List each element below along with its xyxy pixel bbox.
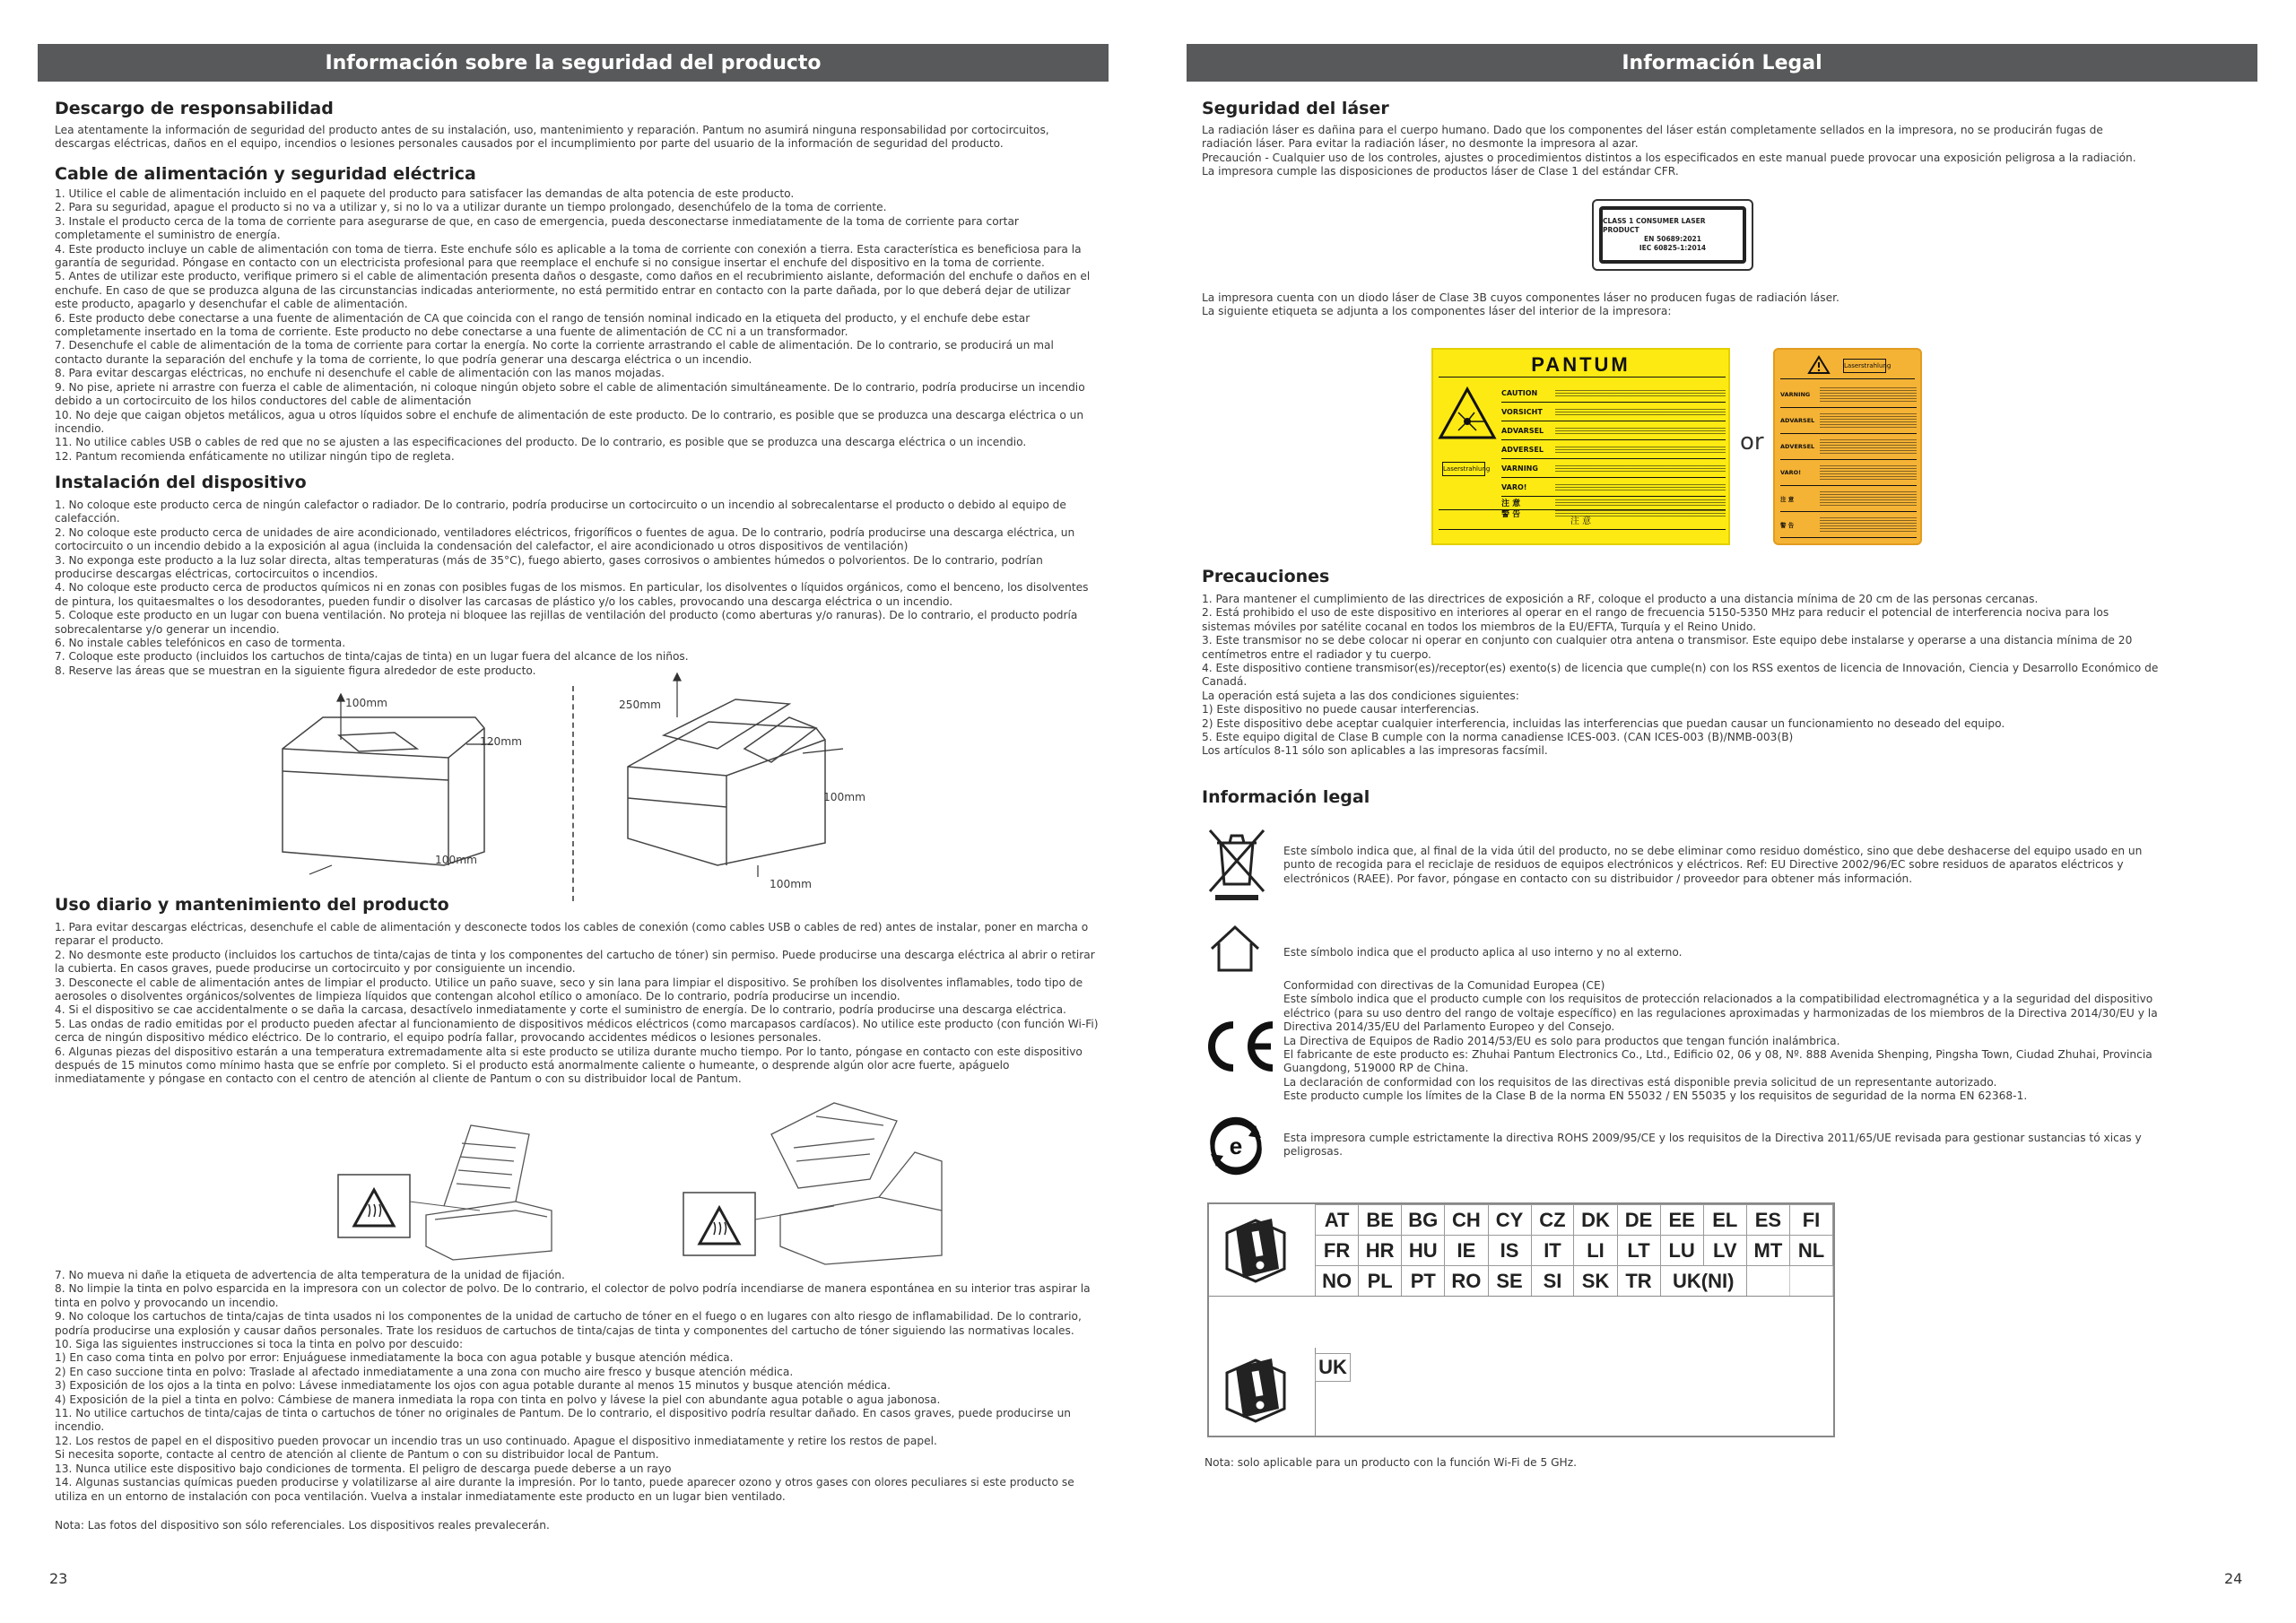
- text-line: 14. Algunas sustancias químicas pueden producirse y volatilizarse al aire durante la impresión. Por lo tanto, puede aparecer ozono y otros gases con olores peculiares si este producto se: [55, 1476, 1074, 1489]
- text-line: 5. Coloque este producto en un lugar con buena ventilación. No proteja ni bloquee las rejillas de ventilación del producto (como aberturas y/o ranuras). De lo contrario, el producto podría: [55, 609, 1078, 622]
- country-code: IS: [1488, 1236, 1531, 1266]
- text-line: incendio.: [55, 421, 105, 435]
- text-line: Este símbolo indica que el producto aplica al uso interno y no al externo.: [1283, 946, 1683, 959]
- text-line: 3. Este transmisor no se debe colocar ni operar en conjunto con cualquier otra antena o transmisor. Este equipo debe instalarse y operarse a una distancia mínima de 20: [1202, 634, 2133, 647]
- warning-triangle-icon: [1807, 355, 1831, 375]
- text-line: 6. Este producto debe conectarse a una fuente de alimentación de CA que coincida con el rango de tensión nominal indicado en la etiqueta del producto, y el enchufe debe estar: [55, 311, 1031, 325]
- clearance-a-right: 120mm: [480, 735, 523, 748]
- yellow-label-word: ADVERSEL: [1501, 445, 1544, 454]
- text-line: Si necesita soporte, contacte al centro de atención al cliente de Pantum o con su distribuidor local de Pantum.: [55, 1448, 659, 1462]
- yellow-label-bottom-caution: 注 意: [1570, 516, 1592, 526]
- country-code: FR: [1316, 1236, 1359, 1266]
- orange-label-fineprint: [1820, 413, 1917, 428]
- country-code: UK(NI): [1660, 1266, 1746, 1297]
- text-line: 7. No mueva ni dañe la etiqueta de advertencia de alta temperatura de la unidad de fijación.: [55, 1269, 565, 1281]
- class1-label-line: CLASS 1 CONSUMER LASER PRODUCT: [1603, 217, 1706, 234]
- text-line: garantía de seguridad. Póngase en contacto con un electricista profesional para que reemplace el enchufe si no consigue insertar el enchufe del dispositivo en la toma de corriente.: [55, 256, 1045, 270]
- right-page: [1148, 0, 2296, 1623]
- orange-label-row: [1780, 382, 1917, 408]
- country-code: SK: [1574, 1266, 1617, 1297]
- text-line: después de 15 minutos como mínimo hasta que se enfríe por completo. Si el producto está anormalmente caliente o humeante, o desprende algún olor acre fuerte, apáguelo: [55, 1059, 1010, 1072]
- text-line: podría producirse una explosión y causar daños personales. Trate los residuos de cartuchos de tinta/cajas de tinta y componentes del cartucho de tóner siguiendo las normativas locales.: [55, 1324, 1074, 1337]
- text-line: centímetros entre el radiador y tu cuerpo.: [1202, 647, 1431, 661]
- yellow-label-row: [1501, 440, 1726, 459]
- yellow-label-fineprint: [1555, 499, 1726, 506]
- text-line: 12. Los restos de papel en el dispositivo pueden provocar un incendio tras un uso continuado. Apague el dispositivo inmediatamente y retire los restos de papel.: [55, 1434, 937, 1447]
- text-line: La radiación láser es dañina para el cuerpo humano. Dado que los componentes del láser están completamente sellados en la impresora, no se producirán fugas de: [1202, 124, 2103, 136]
- text-line: La impresora cuenta con un diodo láser de Clase 3B cuyos componentes láser no producen fugas de radiación láser.: [1202, 291, 1839, 304]
- pantum-brand-label: PANTUM: [1531, 353, 1631, 376]
- text-line: Lea atentamente la información de seguridad del producto antes de su instalación, uso, mantenimiento y reparación. Pantum no asumirá ninguna responsabilidad por cortocircuitos,: [55, 124, 1049, 136]
- clearance-b-right: 100mm: [823, 791, 866, 803]
- yellow-label-word: VORSICHT: [1501, 407, 1543, 416]
- country-code-empty: [1746, 1266, 1789, 1297]
- country-code: NL: [1789, 1236, 1832, 1266]
- text-line: 3. No exponga este producto a la luz solar directa, altas temperaturas (más de 35°C), fuego abierto, gases corrosivos o ambientes húmedos o polvorientos. De lo contrario, podrían: [55, 553, 1043, 567]
- country-code: DK: [1574, 1205, 1617, 1236]
- uk-country-code: UK: [1315, 1353, 1351, 1382]
- text-line: 1) Este dispositivo no puede causar interferencias.: [1202, 703, 1480, 716]
- text-line: 1) En caso coma tinta en polvo por error: Enjuáguese inmediatamente la boca con agua potable y busque atención médica.: [55, 1351, 734, 1365]
- country-code: CZ: [1531, 1205, 1574, 1236]
- text-line: peligrosas.: [1283, 1145, 1343, 1159]
- heading-power-cable: Cable de alimentación y seguridad eléctrica: [55, 164, 476, 184]
- class1-label-line: IEC 60825-1:2014: [1639, 244, 1707, 252]
- orange-label-fineprint: [1820, 387, 1917, 402]
- text-line: 10. No deje que caigan objetos metálicos, agua u otros líquidos sobre el enchufe de alimentación de este producto. De lo contrario, es posible que se produzca una descarga eléctrica o un: [55, 408, 1084, 421]
- weee-text: [1283, 845, 2142, 886]
- text-line: Directiva 2014/35/EU del Parlamento Europeo y del Consejo.: [1283, 1020, 1615, 1034]
- text-line: 4. Si el dispositivo se cae accidentalmente o se daña la carcasa, desactívelo inmediatamente y corte el suministro de energía. De lo contrario, podría producirse una descarga eléctrica.: [55, 1003, 1066, 1017]
- orange-label-word: 注 意: [1780, 495, 1795, 503]
- text-line: 2) Este dispositivo debe aceptar cualquier interferencia, incluidas las interferencias que puedan causar un funcionamiento no deseado del equipo.: [1202, 716, 2005, 730]
- text-line: 4. Este dispositivo contiene transmisor(es)/receptor(es) exento(s) de licencia que cumple(n) con los RSS exentos de licencia de Innovación, Ciencia y Desarrollo Económico de: [1202, 662, 2159, 675]
- page-number-right: 24: [2224, 1570, 2243, 1587]
- text-line: Esta impresora cumple estrictamente la directiva ROHS 2009/95/CE y los requisitos de la Directiva 2011/65/UE revisada para gestionar sustancias tó xicas y: [1283, 1132, 2142, 1144]
- precautions-text: [1202, 593, 2158, 759]
- orange-label-fineprint: [1820, 465, 1917, 480]
- text-line: 1. Para evitar descargas eléctricas, desenchufe el cable de alimentación y desconecte todos los cables de conexión (como cables USB o cables de red) antes de instalar, poner en marcha o: [55, 921, 1089, 933]
- orange-label-word: ADVARSEL: [1780, 417, 1815, 424]
- heading-precautions: Precauciones: [1202, 567, 1330, 586]
- text-line: 6. No instale cables telefónicos en caso de tormenta.: [55, 637, 346, 650]
- text-line: 11. No utilice cartuchos de tinta/cajas de tinta o cartuchos de tóner no originales de Pantum. De lo contrario, el dispositivo podría resultar dañado. En casos graves, puede producirse un: [55, 1407, 1072, 1420]
- text-line: Este producto cumple los límites de la Clase B de la norma EN 55032 / EN 55035 y los requisitos de seguridad de la norma EN 62368-1.: [1283, 1089, 2028, 1103]
- country-code: SE: [1488, 1266, 1531, 1297]
- country-restriction-box: [1207, 1202, 1835, 1350]
- country-code: LT: [1617, 1236, 1660, 1266]
- rohs-text: [1283, 1132, 2142, 1159]
- country-code-grid: [1315, 1204, 1833, 1297]
- text-line: Este símbolo indica que el producto cumple con los requisitos de protección relacionados a la compatibilidad electromagnética y a la seguridad del dispositivo: [1283, 993, 2153, 1006]
- text-line: debido a un cortocircuito de los hilos conductores del cable de alimentación: [55, 395, 472, 408]
- orange-label-word: 警 告: [1780, 521, 1795, 529]
- yellow-label-row: [1501, 421, 1726, 440]
- ce-conformity-text: [1283, 979, 2158, 1104]
- yellow-label-word: VARO!: [1501, 482, 1527, 491]
- country-code: LI: [1574, 1236, 1617, 1266]
- clearance-b-top: 250mm: [619, 699, 662, 711]
- text-line: tinta en polvo y provocando un incendio.: [55, 1296, 279, 1309]
- orange-label-row: [1780, 408, 1917, 434]
- yellow-label-row: [1501, 478, 1726, 497]
- text-line: completamente el suministro de energía.: [55, 229, 281, 242]
- text-line: 2. No coloque este producto cerca de unidades de aire acondicionado, ventiladores eléctricos, frigoríficos o fuentes de agua. De lo contrario, podría producirse una descarga eléctrica, un: [55, 525, 1075, 539]
- text-line: eléctrico (para su uso dentro del rango de voltaje específico) en las regulaciones aproximadas y harmonizadas de los miembros de la Directiva 2014/30/EU y la: [1283, 1006, 2158, 1020]
- text-line: 2. Está prohibido el uso de este dispositivo en interiores al operar en el rango de frecuencia 5150-5350 MHz para reducir el potencial de interferencia nociva para los: [1202, 606, 2109, 620]
- text-line: descargas eléctricas, daños en el equipo, incendios o lesiones personales causados por el incumplimiento por parte del usuario de la información de seguridad del producto.: [55, 137, 1004, 151]
- indoor-use-text: [1283, 946, 1682, 959]
- text-line: La siguiente etiqueta se adjunta a los componentes láser del interior de la impresora:: [1202, 305, 1672, 318]
- text-line: calefacción.: [55, 512, 120, 525]
- text-line: Este símbolo indica que, al final de la vida útil del producto, no se debe eliminar como residuo doméstico, sino que debe deshacerse del equipo usado en un: [1283, 845, 2143, 857]
- text-line: utiliza en un entorno de instalación con poca ventilación. Vuelva a instalar inmediatamente este producto en un lugar bien ventilado.: [55, 1489, 786, 1503]
- country-code: ES: [1746, 1205, 1789, 1236]
- text-line: Los artículos 8-11 sólo son aplicables a las impresoras facsímil.: [1202, 744, 1548, 758]
- uk-restriction-box: [1207, 1348, 1835, 1437]
- yellow-label-fineprint: [1555, 483, 1726, 490]
- yellow-label-word: 警 告: [1501, 509, 1521, 519]
- text-line: El fabricante de este producto es: Zhuhai Pantum Electronics Co., Ltd., Edificio 02, 06 y 08, Nº. 888 Avenida Shenping, Pingsha Town, Ciudad Zhuhai, Provincia: [1283, 1048, 2152, 1062]
- text-line: La operación está sujeta a las dos condiciones siguientes:: [1202, 689, 1519, 702]
- daily-use-text: [55, 921, 1099, 1087]
- text-line: cortocircuito o un incendio debido a la exposición al agua (incluida la condensación del calefactor, el aire acondicionado u otros dispositivos de ventilación): [55, 540, 909, 553]
- country-code: NO: [1316, 1266, 1359, 1297]
- text-line: 1. No coloque este producto cerca de ningún calefactor o radiador. De lo contrario, podría producirse un cortocircuito o un incendio al sobrecalentarse el producto o debido al equipo de: [55, 499, 1066, 511]
- text-line: Canadá.: [1202, 675, 1248, 689]
- text-line: aerosoles o disolventes orgánicos/solventes de limpieza líquidos que contengan alcohol etílico o amoníaco. De lo contrario, podría producirse un incendio.: [55, 990, 900, 1003]
- orange-label-row: [1780, 512, 1917, 538]
- printer-hot-warning-figure-b: [682, 1098, 951, 1264]
- country-code: HU: [1402, 1236, 1445, 1266]
- laser-safety-text: [1202, 124, 2136, 179]
- yellow-label-row: [1501, 384, 1726, 403]
- country-code: LU: [1660, 1236, 1703, 1266]
- yellow-label-word: ADVARSEL: [1501, 426, 1544, 435]
- country-code: IT: [1531, 1236, 1574, 1266]
- text-line: 3. Desconecte el cable de alimentación antes de limpiar el producto. Utilice un paño suave, seco y sin lana para limpiar el dispositivo. Se prohíben los disolventes inflamables, todo tipo de: [55, 976, 1083, 989]
- text-line: sistemas móviles por satélite cocanal en todos los miembros de la EU/EFTA, Turquía y el Reino Unido.: [1202, 620, 1756, 633]
- left-page-header: Información sobre la seguridad del producto: [38, 44, 1109, 82]
- orange-label-word: VARNING: [1780, 391, 1811, 398]
- printer-clearance-figure-b: [610, 664, 861, 879]
- or-label: or: [1740, 429, 1764, 456]
- laser-diode-text: [1202, 291, 1839, 319]
- country-code: BE: [1359, 1205, 1402, 1236]
- text-line: 9. No pise, apriete ni arrastre con fuerza el cable de alimentación, ni coloque ningún objeto sobre el cable de alimentación simultáneamente. De lo contrario, podría producirse un incendio: [55, 380, 1085, 394]
- clearance-b-front: 100mm: [770, 878, 813, 890]
- yellow-label-word: 注 意: [1501, 499, 1521, 508]
- text-line: 10. Siga las siguientes instrucciones si toca la tinta en polvo por descuido:: [55, 1338, 464, 1351]
- text-line: 9. No coloque los cartuchos de tinta/cajas de tinta usados ni los componentes de la unidad de cartucho de tóner en el fuego o en lugares con alto riesgo de inflamabilidad. De lo contrario,: [55, 1310, 1082, 1324]
- ce-mark-icon: [1199, 1018, 1280, 1075]
- text-line: radiación láser. Para evitar la radiación láser, no desmonte la impresora al azar.: [1202, 137, 1639, 151]
- text-line: 12. Pantum recomienda enfáticamente no utilizar ningún tipo de regleta.: [55, 449, 455, 463]
- country-code: PT: [1402, 1266, 1445, 1297]
- country-code: BG: [1402, 1205, 1445, 1236]
- text-line: este producto, apagarlo y desenchufar el cable de alimentación.: [55, 298, 408, 311]
- country-code: CH: [1445, 1205, 1488, 1236]
- text-line: 4. No coloque este producto cerca de productos químicos ni en zonas con posibles fugas de los mismos. En particular, los disolventes o líquidos orgánicos, como el benceno, los disolventes: [55, 581, 1089, 595]
- country-code: EL: [1703, 1205, 1746, 1236]
- country-code: AT: [1316, 1205, 1359, 1236]
- country-code: SI: [1531, 1266, 1574, 1297]
- text-line: inmediatamente y póngase en contacto con el centro de atención al cliente de Pantum o con su distribuidor local de Pantum.: [55, 1072, 742, 1086]
- country-code: IE: [1445, 1236, 1488, 1266]
- daily-use-continued-text: [55, 1269, 1091, 1504]
- orange-label-row: [1780, 434, 1917, 460]
- text-line: producirse descargas eléctricas, cortocircuitos o incendios.: [55, 568, 378, 581]
- laser-tag-yellow: Laserstrahlung: [1442, 462, 1485, 476]
- restriction-alert-icon: [1220, 1215, 1292, 1287]
- yellow-label-row: [1501, 403, 1726, 421]
- text-line: enchufe. En caso de que se produzca alguna de las circunstancias indicadas anteriormente, no está permitido entrar en contacto con la parte dañada, por lo que deberá dejar de utilizar: [55, 283, 1071, 297]
- text-line: La declaración de conformidad con los requisitos de las directivas está disponible previa solicitud de un representante autorizado.: [1283, 1075, 1997, 1089]
- country-code: TR: [1617, 1266, 1660, 1297]
- text-line: contacto durante la separación del enchufe y la toma de corriente, lo que podría generar una descarga eléctrica o un incendio.: [55, 352, 752, 366]
- text-line: 3) Exposición de los ojos a la tinta en polvo: Lávese inmediatamente los ojos con agua potable durante al menos 15 minutos y busque atención médica.: [55, 1379, 891, 1393]
- country-code: FI: [1789, 1205, 1832, 1236]
- printer-clearance-figure-a: [269, 690, 502, 879]
- text-line: Precaución - Cualquier uso de los controles, ajustes o procedimientos distintos a los especificados en este manual puede provocar una exposición peligrosa a la radiación.: [1202, 151, 2136, 164]
- country-code-empty: [1789, 1266, 1832, 1297]
- yellow-label-fineprint: [1555, 446, 1726, 453]
- orange-label-fineprint: [1820, 491, 1917, 506]
- indoor-use-house-icon: [1207, 924, 1263, 974]
- text-line: electrónicos (RAEE). Por favor, póngase en contacto con su distribuidor / proveedor para obtener más información.: [1283, 872, 1913, 885]
- text-line: cerca de ningún dispositivo médico eléctrico. De lo contrario, el equipo podría fallar, provocando accidentes médicos o lesiones personales.: [55, 1031, 822, 1045]
- country-code: LV: [1703, 1236, 1746, 1266]
- figure-divider: [572, 686, 574, 901]
- text-line: 8. Para evitar descargas eléctricas, no enchufe ni desenchufe el cable de alimentación con las manos mojadas.: [55, 367, 665, 380]
- yellow-label-fineprint: [1555, 408, 1726, 415]
- clearance-a-front: 100mm: [435, 854, 478, 866]
- class1-label-line: EN 50689:2021: [1644, 235, 1701, 243]
- yellow-label-fineprint: [1555, 389, 1726, 396]
- orange-label-fineprint: [1820, 439, 1917, 454]
- yellow-label-fineprint: [1555, 427, 1726, 434]
- heading-installation: Instalación del dispositivo: [55, 473, 307, 492]
- text-line: 2) En caso succione tinta en polvo: Traslade al afectado inmediatamente a una zona con mucho aire fresco y busque atención médica.: [55, 1365, 794, 1378]
- yellow-label-word: VARNING: [1501, 464, 1538, 473]
- text-line: La Directiva de Equipos de Radio 2014/53/EU es solo para productos que tengan función inalámbrica.: [1283, 1034, 1840, 1047]
- text-line: 6. Algunas piezas del dispositivo estarán a una temperatura extremadamente alta si este producto se utiliza durante mucho tiempo. Por lo tanto, póngase en contacto con este dispositivo: [55, 1045, 1083, 1058]
- laser-hazard-icon: [1439, 386, 1496, 447]
- text-line: 13. Nunca utilice este dispositivo bajo condiciones de tormenta. El peligro de descarga puede deberse a un rayo: [55, 1462, 672, 1475]
- heading-disclaimer: Descargo de responsabilidad: [55, 99, 334, 118]
- text-line: sobrecalentarse y/o generar un incendio.: [55, 622, 280, 636]
- orange-label-fineprint: [1820, 517, 1917, 532]
- clearance-a-top: 100mm: [345, 697, 388, 709]
- orange-label-word: ADVERSEL: [1780, 443, 1815, 450]
- country-code: HR: [1359, 1236, 1402, 1266]
- text-line: 2. Para su seguridad, apague el producto si no va a utilizar y, si no lo va a utilizar durante un tiempo prolongado, desenchúfelo de la toma de corriente.: [55, 201, 887, 214]
- country-code: DE: [1617, 1205, 1660, 1236]
- installation-text: [55, 499, 1089, 678]
- left-page-note: Nota: Las fotos del dispositivo son sólo referenciales. Los dispositivos reales prevalecerán.: [55, 1519, 550, 1532]
- text-line: Conformidad con directivas de la Comunidad Europea (CE): [1283, 979, 1605, 992]
- text-line: 1. Para mantener el cumplimiento de las directrices de exposición a RF, coloque el producto a una distancia mínima de 20 cm de las personas cercanas.: [1202, 593, 2039, 605]
- right-page-note: Nota: solo aplicable para un producto con la función Wi-Fi de 5 GHz.: [1205, 1456, 1577, 1469]
- country-code: EE: [1660, 1205, 1703, 1236]
- country-code: MT: [1746, 1236, 1789, 1266]
- text-line: 2. No desmonte este producto (incluidos los cartuchos de tinta/cajas de tinta y los componentes del cartucho de tóner) sin permiso. Puede producirse una descarga eléctrica al abrir o retirar: [55, 948, 1095, 961]
- yellow-label-word: CAUTION: [1501, 388, 1538, 397]
- country-code: CY: [1488, 1205, 1531, 1236]
- yellow-laser-warning-label: [1431, 348, 1730, 545]
- svg-text:e: e: [1229, 1133, 1243, 1159]
- heading-laser-safety: Seguridad del láser: [1202, 99, 1389, 118]
- disclaimer-text: [55, 124, 1049, 152]
- country-code: RO: [1445, 1266, 1488, 1297]
- text-line: incendio.: [55, 1420, 105, 1434]
- text-line: 7. Desenchufe el cable de alimentación de la toma de corriente para cortar la energía. No corte la corriente arrastrando el cable de alimentación. De lo contrario, se producirá un mal: [55, 339, 1054, 352]
- text-line: 5. Antes de utilizar este producto, verifique primero si el cable de alimentación presenta daños o desgaste, como daños en el recubrimiento aislante, deformación del enchufe o daños en el: [55, 270, 1091, 283]
- yellow-label-fineprint: [1555, 464, 1726, 472]
- heading-legal-info: Información legal: [1202, 787, 1370, 807]
- text-line: 4. Este producto incluye un cable de alimentación con toma de tierra. Este enchufe sólo es aplicable a la toma de corriente con conexión a tierra. Esta característica es beneficiosa para la: [55, 242, 1082, 256]
- text-line: 5. Las ondas de radio emitidas por el producto pueden afectar al funcionamiento de dispositivos médicos eléctricos (como marcapasos cardíacos). No utilice este producto (con función Wi-Fi): [55, 1017, 1099, 1030]
- text-line: de pintura, los quitaesmaltes o los desodorantes, pueden fundir o disolver las carcasas de plástico y/o los cables, provocando una descarga eléctrica o un incendio.: [55, 595, 953, 608]
- text-line: 1. Utilice el cable de alimentación incluido en el paquete del producto para satisfacer las demandas de alta potencia de este producto.: [55, 187, 795, 200]
- text-line: La impresora cumple las disposiciones de productos láser de Clase 1 del estándar CFR.: [1202, 165, 1679, 178]
- yellow-label-row: [1501, 497, 1726, 508]
- orange-label-row: [1780, 486, 1917, 512]
- text-line: 3. Instale el producto cerca de la toma de corriente para asegurarse de que, en caso de emergencia, pueda desconectarse inmediatamente de la toma de corriente para cortar: [55, 214, 1019, 228]
- country-code: PL: [1359, 1266, 1402, 1297]
- page-number-left: 23: [49, 1570, 68, 1587]
- right-page-header: Información Legal: [1187, 44, 2257, 82]
- heading-daily-use: Uso diario y mantenimiento del producto: [55, 895, 449, 915]
- text-line: reparar el producto.: [55, 934, 164, 948]
- text-line: 11. No utilice cables USB o cables de red que no se ajusten a las especificaciones del producto. De lo contrario, es posible que se produzca una descarga eléctrica o un incendio.: [55, 436, 1027, 449]
- text-line: 8. Reserve las áreas que se muestran en la siguiente figura alrededor de este producto.: [55, 664, 536, 677]
- text-line: punto de recogida para el reciclaje de residuos de equipos electrónicos y eléctricos. Ref: EU Directive 2002/96/EC sobre residuos de aparatos eléctricos y: [1283, 858, 2124, 872]
- text-line: completamente insertado en la toma de corriente. Este producto no debe conectarse a una fuente de alimentación de CC ni a un transformador.: [55, 325, 848, 339]
- orange-label-word: VARO!: [1780, 469, 1802, 476]
- power-cable-text: [55, 187, 1090, 464]
- restriction-alert-icon-uk: [1220, 1355, 1292, 1427]
- orange-label-row: [1780, 460, 1917, 486]
- class1-laser-label: [1592, 199, 1753, 271]
- weee-bin-icon: [1205, 825, 1269, 902]
- rohs-environment-icon: [1204, 1116, 1268, 1176]
- laser-tag-orange: Laserstrahlung: [1843, 359, 1886, 373]
- yellow-label-row: [1501, 459, 1726, 478]
- orange-laser-warning-label: [1773, 348, 1922, 545]
- text-line: 4) Exposición de la piel a tinta en polvo: Cámbiese de manera inmediata la ropa con tinta en polvo y lávese la piel con abundante agua potable o agua jabonosa.: [55, 1393, 941, 1406]
- text-line: 7. Coloque este producto (incluidos los cartuchos de tinta/cajas de tinta) en un lugar fuera del alcance de los niños.: [55, 650, 689, 664]
- printer-hot-warning-figure-a: [336, 1107, 561, 1264]
- text-line: 8. No limpie la tinta en polvo esparcida en la impresora con un colector de polvo. De lo contrario, el colector de polvo podría incendiarse de manera espontánea en su interior tras aspirar la: [55, 1282, 1091, 1296]
- text-line: 5. Este equipo digital de Clase B cumple con la norma canadiense ICES-003. (CAN ICES-003 (B)/NMB-003(B): [1202, 731, 1794, 744]
- text-line: la cubierta. En casos graves, puede producirse un cortocircuito y por consiguiente un incendio.: [55, 962, 576, 976]
- text-line: Guangdong, 519000 RP de China.: [1283, 1062, 1469, 1075]
